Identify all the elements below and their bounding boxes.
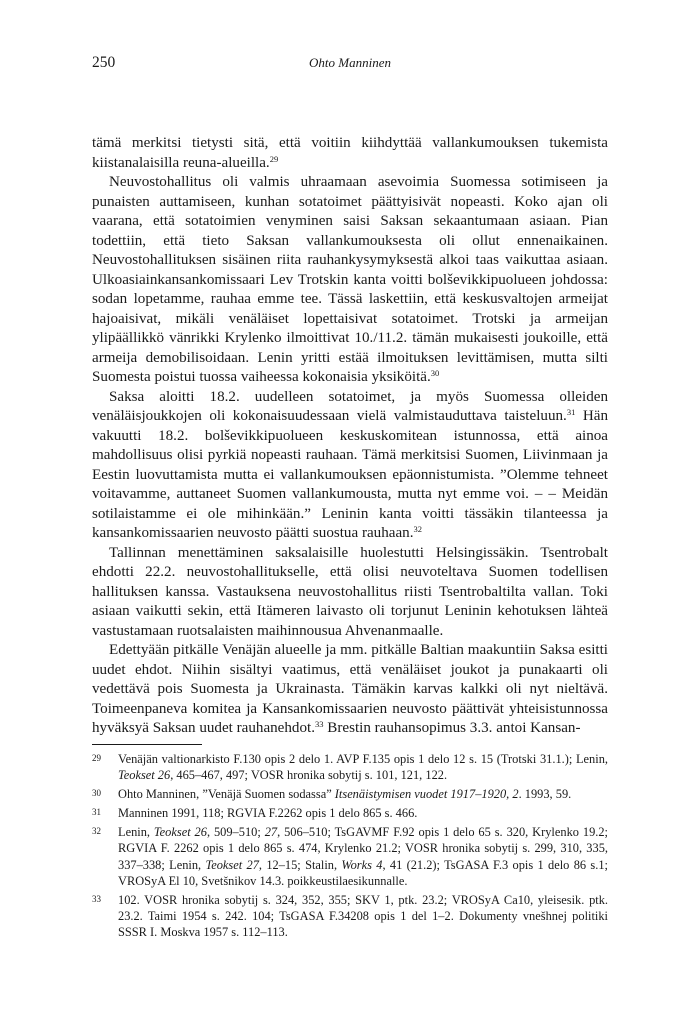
footnote-29	[92, 751, 608, 783]
footnote-italic-title: Itsenäistymisen vuodet 1917–1920, 2	[334, 787, 519, 802]
footnote-number: 31	[92, 807, 101, 818]
footnote-text	[118, 751, 608, 783]
paragraph-text: Tallinnan menettäminen saksalaisille huolestutti Helsingissäkin. Tsentrobalt ehdotti 22.2. neuvostohallitukselle, että olisi neuvoteltava Suomen todellisen hallituksen kanssa. Vastauksena neuvostohallitus riisti Tsentrobaltilta vallan. Toki asiaan vaikutti sekin, että Itämeren laivasto oli torjunut Leninin kehotuksen lähteä vastustamaan ruotsalaisten maihinnousua Ahvenanmaalle.	[92, 544, 608, 639]
footnote-ref[interactable]: 33	[315, 719, 324, 729]
footnote-separator	[92, 744, 202, 745]
paragraph-text: tämä merkitsi tietysti sitä, että voitiin kiihdyttää vallankumouksen tukemista kiistanalaisilla reuna-alueilla.	[92, 135, 608, 171]
footnote-33	[92, 892, 608, 940]
footnote-number: 30	[92, 788, 101, 799]
footnote-part: , 41 (21.2); TsGASA F.3 opis 1 delo 86 s.1; VROSyA El 10, Svetšnikov 14.3. poikkeustilaesikunnalle.	[118, 857, 608, 888]
footnote-text	[118, 786, 608, 802]
footnote-text	[118, 824, 608, 888]
paragraph-text: Brestin rauhansopimus 3.3. antoi Kansan-	[323, 720, 581, 736]
footnote-31	[92, 805, 608, 821]
footnotes	[92, 751, 608, 943]
footnote-ref[interactable]: 32	[413, 524, 422, 534]
footnote-part: , 506–510; TsGAVMF F.92 opis 1 delo 65 s. 320, Krylenko 19.2; RGVIA F. 2262 opis 1 delo 865 s. 474, Krylenko 21.2; VOSR hronika sobytij s. 299, 310, 335, 337–338; Lenin,	[118, 825, 609, 872]
paragraph-4	[92, 544, 608, 642]
page-header	[92, 54, 608, 76]
footnote-ref[interactable]: 29	[269, 153, 279, 164]
footnote-part: , 12–15; Stalin,	[258, 857, 342, 872]
footnote-part: . 1993, 59.	[518, 787, 572, 802]
footnote-number: 33	[92, 893, 101, 904]
footnote-italic-title: Teokset 26	[118, 768, 171, 783]
footnote-ref[interactable]: 30	[430, 368, 440, 378]
body-text	[92, 134, 608, 739]
footnote-32	[92, 824, 608, 888]
footnote-part: Lenin,	[118, 825, 154, 840]
running-head-author: Ohto Manninen	[309, 55, 391, 70]
paragraph-text: Edettyään pitkälle Venäjän alueelle ja mm. pitkälle Baltian maakuntiin Saksa esitti uudet ehdot. Niihin sisältyi vaatimus, että venäläiset joukot ja punakaarti oli vedettävä pois Suomesta ja Ukrainasta. Tämäkin karvas kalkki oli nyt nieltävä. Toimeenpaneva komitea ja Kansankomissaarien neuvosto päättivät yhteisistunnossa hyväksyä Saksan uudet rauhanehdot.	[92, 642, 608, 736]
footnote-part: Ohto Manninen, ”Venäjä Suomen sodassa”	[118, 787, 335, 802]
paragraph-text: Saksa aloitti 18.2. uudelleen sotatoimet, ja myös Suomessa olleiden venäläisjoukkojen oli kokonaisuudessaan vielä valmistauduttava taisteluun.	[92, 388, 608, 424]
paragraph-5	[92, 641, 608, 739]
footnote-30	[92, 786, 608, 802]
paragraph-2	[92, 173, 608, 388]
footnote-italic-title: Teokset 27	[205, 857, 259, 872]
page-number: 250	[92, 54, 116, 71]
paragraph-3	[92, 388, 608, 544]
paragraph-text: Hän vakuutti 18.2. bolševikkipuolueen keskuskomitean istunnossa, että ainoa mahdollisuus olisi pyrkiä nopeasti rauhaan. Tämä merkitsisi Suomen, Liivinmaan ja Eestin luovuttamista mutta ei vallankumouksen epäonnistumista. ”Olemme tehneet voitavamme, auttaneet Suomen vallankumousta, mutta nyt emme voi. – – Meidän sotilaistamme ei ole mihinkään.” Leninin kanta voitti tässäkin tilanteessa ja kansankomissaarien neuvosto päätti suostua rauhaan.	[92, 408, 608, 541]
footnote-italic-title: 27	[264, 825, 278, 840]
footnote-number: 29	[92, 753, 101, 763]
footnote-italic-title: Works 4	[341, 857, 383, 872]
paragraph-1	[92, 134, 608, 173]
footnote-number: 32	[92, 826, 101, 837]
footnote-text: 102. VOSR hronika sobytij s. 324, 352, 355; SKV 1, ptk. 23.2; VROSyA Ca10, yleisesik. ptk. 23.2. Taimi 1954 s. 242. 104; TsGASA F.34208 opis 1 del 1–2. Dokumenty vnešhnej politiki SSSR I. Moskva 1957 s. 112–113.	[118, 892, 608, 939]
footnote-part: Venäjän valtionarkisto F.130 opis 2 delo 1. AVP F.135 opis 1 delo 12 s. 15 (Trotski 31.1.); Lenin,	[118, 752, 608, 766]
paragraph-text: Neuvostohallitus oli valmis uhraamaan asevoimia Suomessa sotimiseen ja punaisten auttamiseen, kunhan sotatoimet päättyisivät nopeasti. Koko ajan oli vaarana, että sotatoimien venyminen saisi Saksan sekaantumaan asiaan. Pian todettiin, että tieto Saksan vallankumouksesta oli ollut ennenaikainen. Neuvostohallituksen sisäinen riita rauhankysymyksestä alkoi taas vaikuttaa asiaan. Ulkoasiainkansankomissaari Lev Trotskin kanta voitti bolševikkipuolueen johdossa: sodan lopetamme, rauhaa emme tee. Tässä laskettiin, että keskusvaltojen armeijat hajoaisivat, mikäli venäläiset lopettaisivat sotatoimet. Trotski ja armeijan ylipäällikkö vänrikki Krylenko ilmoittivat 10./11.2. tämän mukaisesti joukoille, että armeija demobilisoidaan. Lenin yritti estää ilmoituksen levittämisen, mutta silti Suomesta poistui tuossa vaiheessa kokonaisia yksiköitä.	[92, 174, 608, 385]
footnote-part: , 465–467, 497; VOSR hronika sobytij s. 101, 121, 122.	[170, 768, 448, 783]
footnote-italic-title: Teokset 26	[153, 825, 207, 840]
footnote-text: Manninen 1991, 118; RGVIA F.2262 opis 1 delo 865 s. 466.	[118, 806, 418, 821]
footnote-part: , 509–510;	[206, 825, 265, 840]
footnote-ref[interactable]: 31	[566, 407, 576, 417]
